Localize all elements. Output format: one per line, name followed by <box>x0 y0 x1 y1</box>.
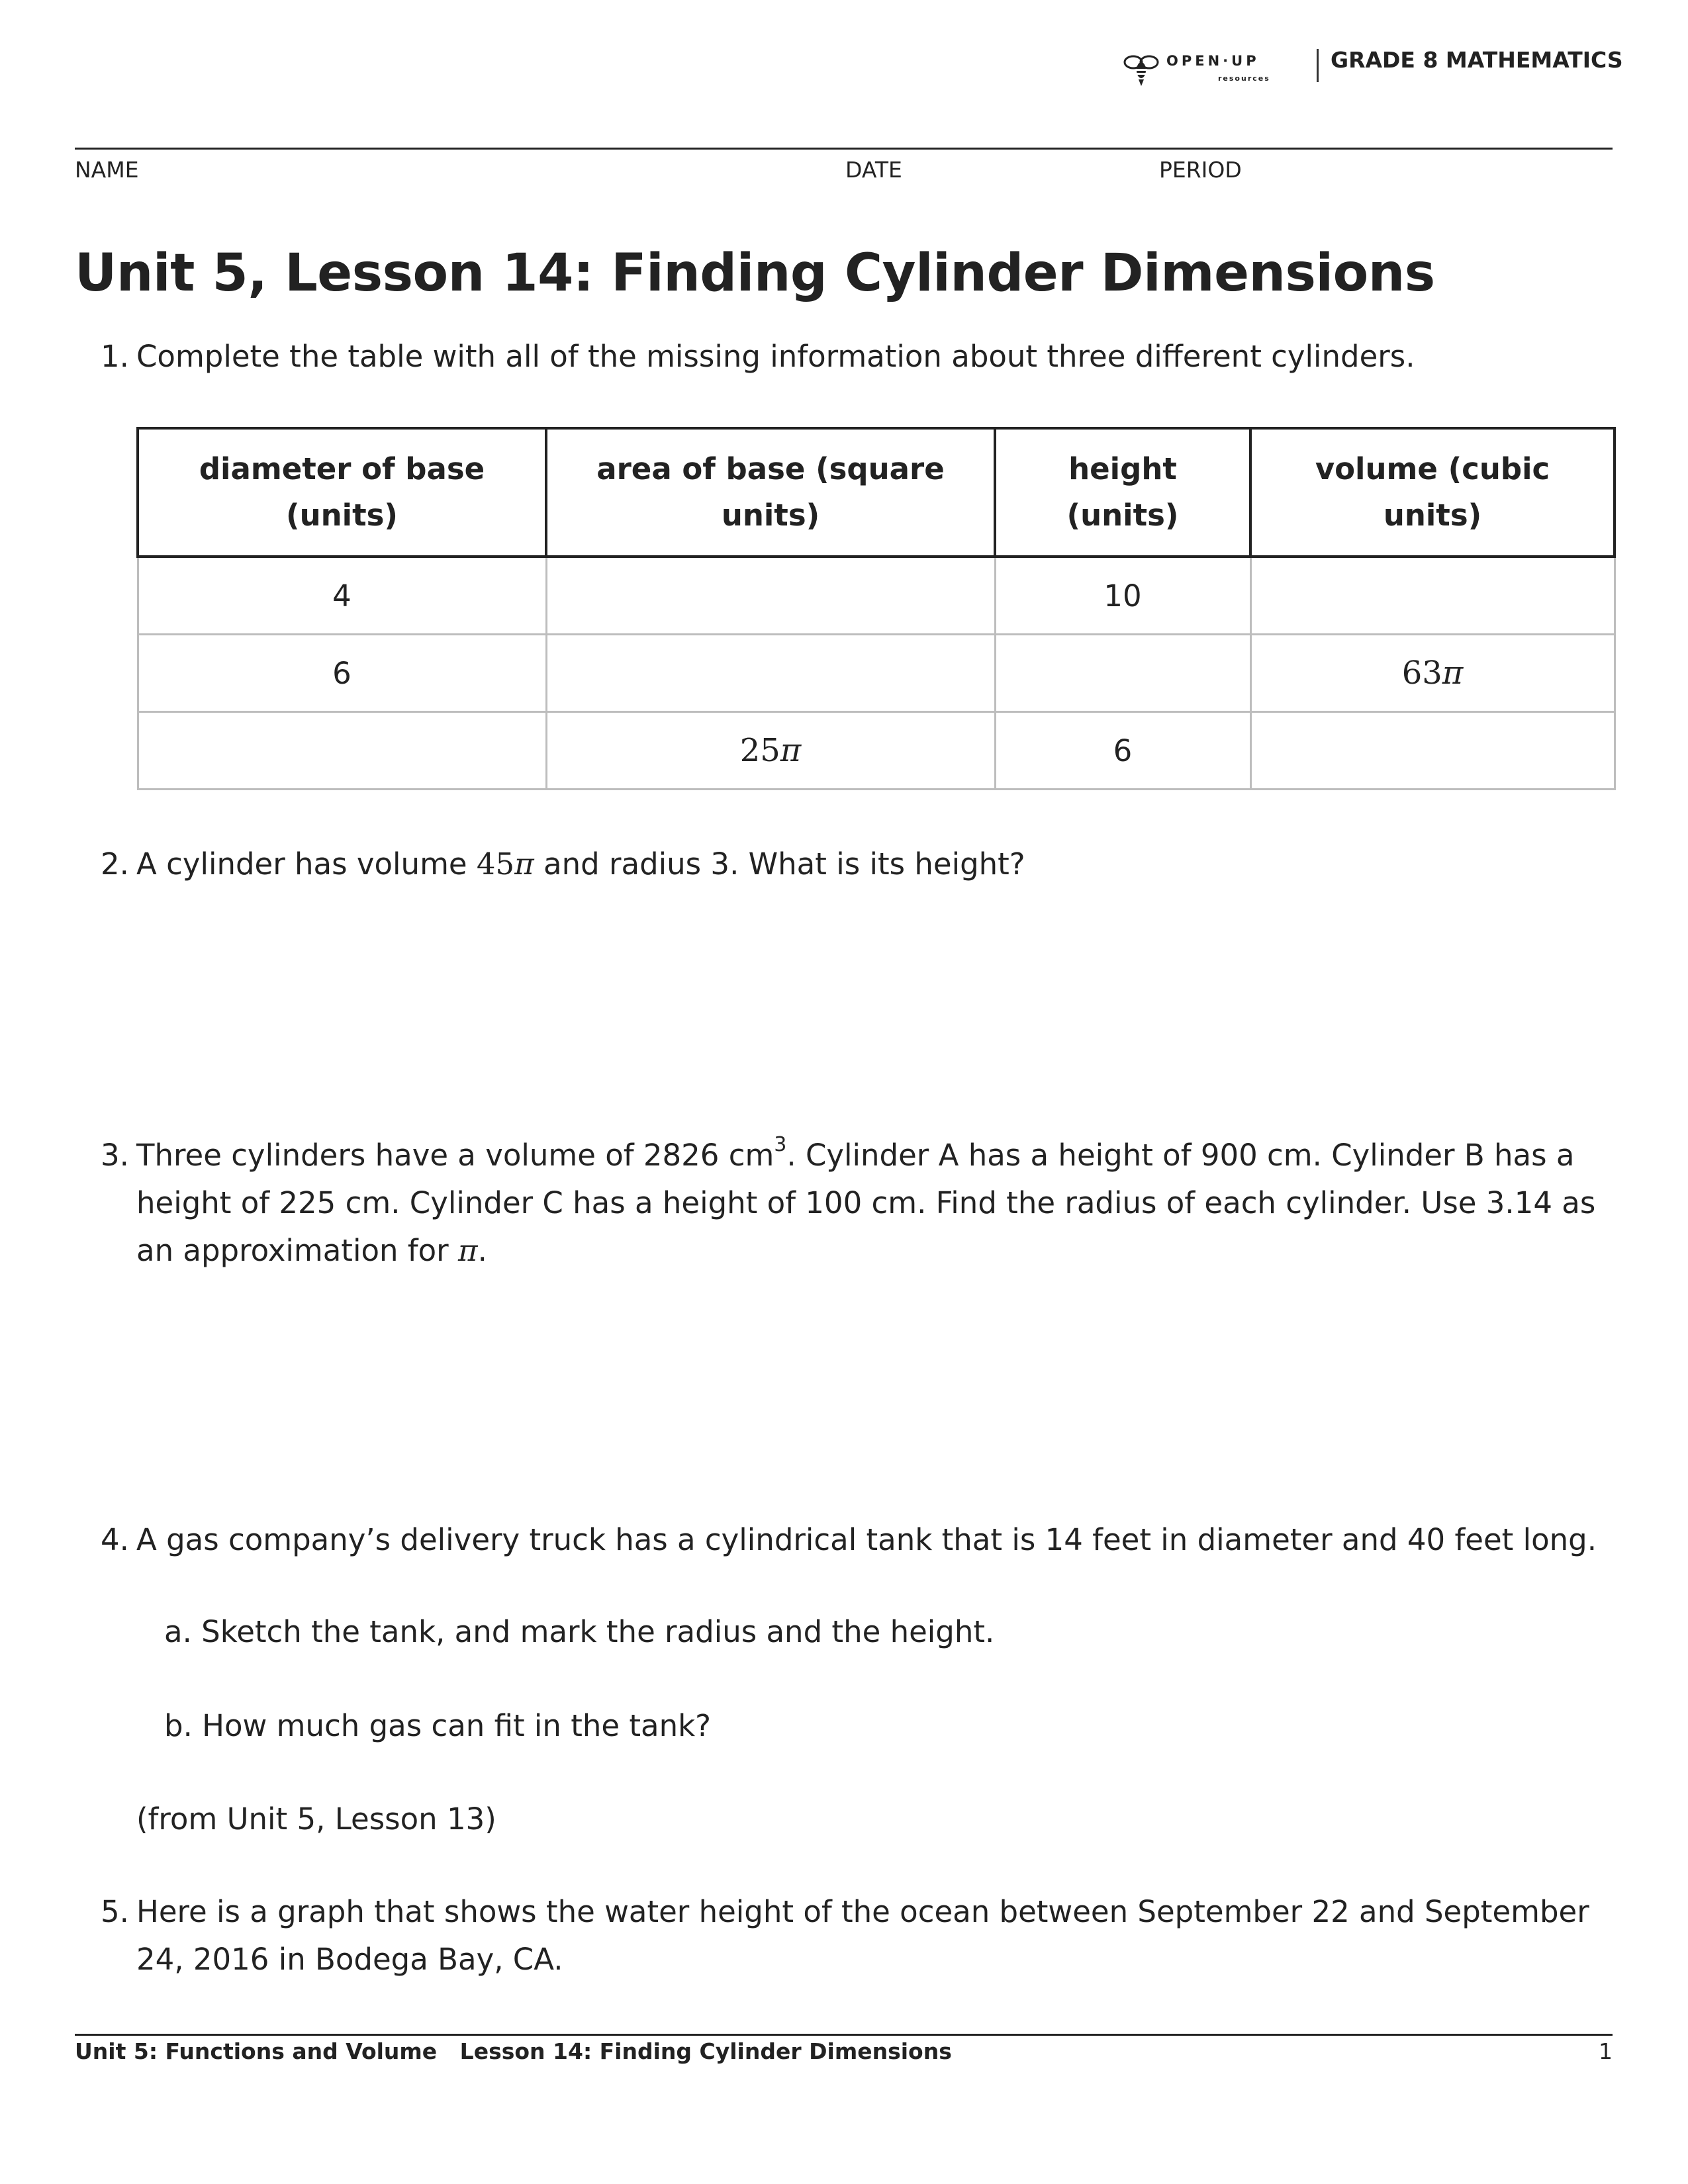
table-header-row <box>138 428 1615 557</box>
pi-symbol: π <box>514 846 534 882</box>
question-number: 1. <box>101 339 129 374</box>
exponent: 3 <box>774 1133 787 1156</box>
table-cell[interactable]: 10 <box>995 557 1250 635</box>
table-cell[interactable]: 4 <box>138 557 546 635</box>
table-cell[interactable]: 6 <box>138 635 546 712</box>
footer-title <box>75 2038 952 2064</box>
column-header-area: area of base (square units) <box>546 428 995 557</box>
question-number: 3. <box>101 1138 129 1173</box>
question-text: Three cylinders have a volume of 2826 cm <box>136 1138 774 1173</box>
question-text-end: . <box>477 1233 487 1268</box>
question-text: A gas company’s delivery truck has a cylindrical tank that is 14 feet in diameter and 40 feet long. <box>136 1522 1597 1557</box>
table-cell[interactable]: 6 <box>995 712 1250 790</box>
header-divider <box>1317 49 1319 82</box>
footer-lesson: Lesson 14: Finding Cylinder Dimensions <box>459 2038 952 2064</box>
question-5 <box>101 1888 1619 1983</box>
question-2 <box>101 841 1619 888</box>
footer-rule <box>75 2034 1613 2036</box>
column-header-height: height (units) <box>995 428 1250 557</box>
column-header-diameter: diameter of base (units) <box>138 428 546 557</box>
cylinder-table <box>136 427 1616 790</box>
table-cell[interactable]: 25π <box>546 712 995 790</box>
table-row <box>138 712 1615 790</box>
question-number: 5. <box>101 1894 129 1929</box>
volume-value: 45 <box>476 846 515 882</box>
logo-subtext: resources <box>1218 74 1270 83</box>
table-cell[interactable] <box>1250 712 1615 790</box>
question-text-continued: . Cylinder A has a height of 900 cm. Cylinder B has a height of 225 cm. Cylinder C has a height of 100 cm. Find the radius of each cylinder. Use 3.14 as an approximation for <box>136 1138 1596 1268</box>
question-3 <box>101 1132 1619 1275</box>
pi-symbol: π <box>1442 655 1464 692</box>
table-cell[interactable]: 63π <box>1250 635 1615 712</box>
table-row <box>138 557 1615 635</box>
question-text-continued: and radius 3. What is its height? <box>534 846 1025 882</box>
date-field-label: DATE <box>845 157 902 183</box>
question-4-part-a: a. Sketch the tank, and mark the radius and the height. <box>164 1614 995 1649</box>
open-up-logo <box>1123 49 1295 89</box>
table-cell[interactable] <box>138 712 546 790</box>
question-number: 4. <box>101 1522 129 1557</box>
question-1 <box>101 333 1619 381</box>
question-4-part-b: b. How much gas can fit in the tank? <box>164 1708 712 1743</box>
pi-symbol: π <box>458 1233 478 1268</box>
page-number: 1 <box>1599 2038 1613 2064</box>
name-field-label: NAME <box>75 157 139 183</box>
page-title: Unit 5, Lesson 14: Finding Cylinder Dimensions <box>75 244 1435 303</box>
footer-unit: Unit 5: Functions and Volume <box>75 2038 438 2064</box>
table-cell[interactable] <box>995 635 1250 712</box>
question-text: A cylinder has volume <box>136 846 477 882</box>
header-rule <box>75 148 1613 150</box>
question-text: Complete the table with all of the missing information about three different cylinders. <box>136 339 1415 374</box>
table-row <box>138 635 1615 712</box>
question-text: Here is a graph that shows the water height of the ocean between September 22 and September 24, 2016 in Bodega Bay, CA. <box>136 1894 1599 1977</box>
table-cell[interactable] <box>1250 557 1615 635</box>
grade-label: GRADE 8 MATHEMATICS <box>1331 47 1623 73</box>
period-field-label: PERIOD <box>1159 157 1242 183</box>
column-header-volume: volume (cubic units) <box>1250 428 1615 557</box>
pi-symbol: π <box>780 732 802 769</box>
question-number: 2. <box>101 846 129 882</box>
question-4-source: (from Unit 5, Lesson 13) <box>136 1801 496 1837</box>
table-cell[interactable] <box>546 635 995 712</box>
bee-logo-icon <box>1123 50 1160 87</box>
table-cell[interactable] <box>546 557 995 635</box>
question-4 <box>101 1516 1619 1564</box>
logo-wordmark: OPEN·UP <box>1166 53 1260 69</box>
